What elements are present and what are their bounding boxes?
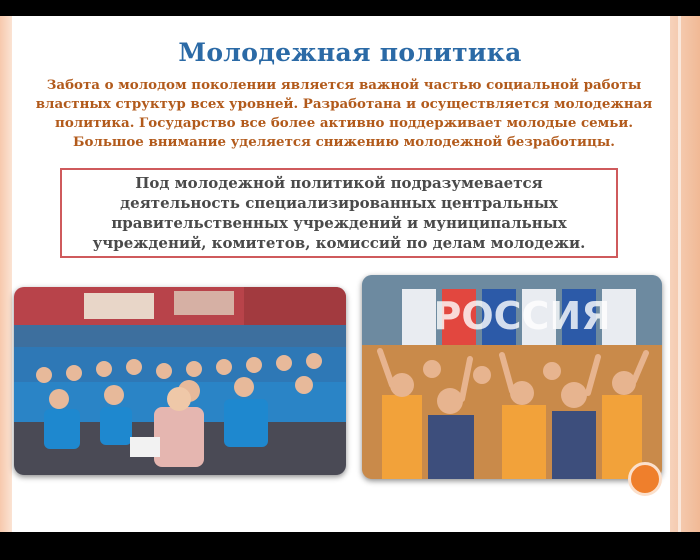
intro-paragraph — [24, 76, 664, 152]
definition-line: деятельность специализированных центральных — [120, 194, 558, 212]
intro-line: Большое внимание уделяется снижению молодежной безработицы. — [73, 134, 615, 150]
decorative-orange-circle — [628, 462, 662, 496]
definition-line: учреждений, комитетов, комиссий по делам молодежи. — [92, 234, 586, 252]
intro-line: политика. Государство все более активно поддерживает молодые семьи. — [55, 115, 633, 131]
definition-box — [60, 168, 618, 258]
slide-title: Молодежная политика — [178, 38, 522, 67]
audience-photo — [14, 287, 346, 475]
youth-crowd-photo-image — [362, 275, 662, 479]
russia-banner — [402, 289, 636, 345]
left-decor-stripe — [0, 16, 12, 532]
intro-line: Забота о молодом поколении является важной частью социальной работы — [46, 77, 642, 93]
slide — [0, 16, 700, 532]
definition-line: правительственных учреждений и муниципальных — [111, 214, 567, 232]
right-decor-stripe — [670, 16, 700, 532]
banner-text: РОССИЯ — [433, 294, 611, 338]
youth-crowd-photo — [362, 275, 662, 479]
audience-photo-image — [14, 287, 346, 475]
definition-line: Под молодежной политикой подразумевается — [135, 174, 543, 192]
intro-line: властных структур всех уровней. Разработана и осуществляется молодежная — [35, 96, 653, 112]
